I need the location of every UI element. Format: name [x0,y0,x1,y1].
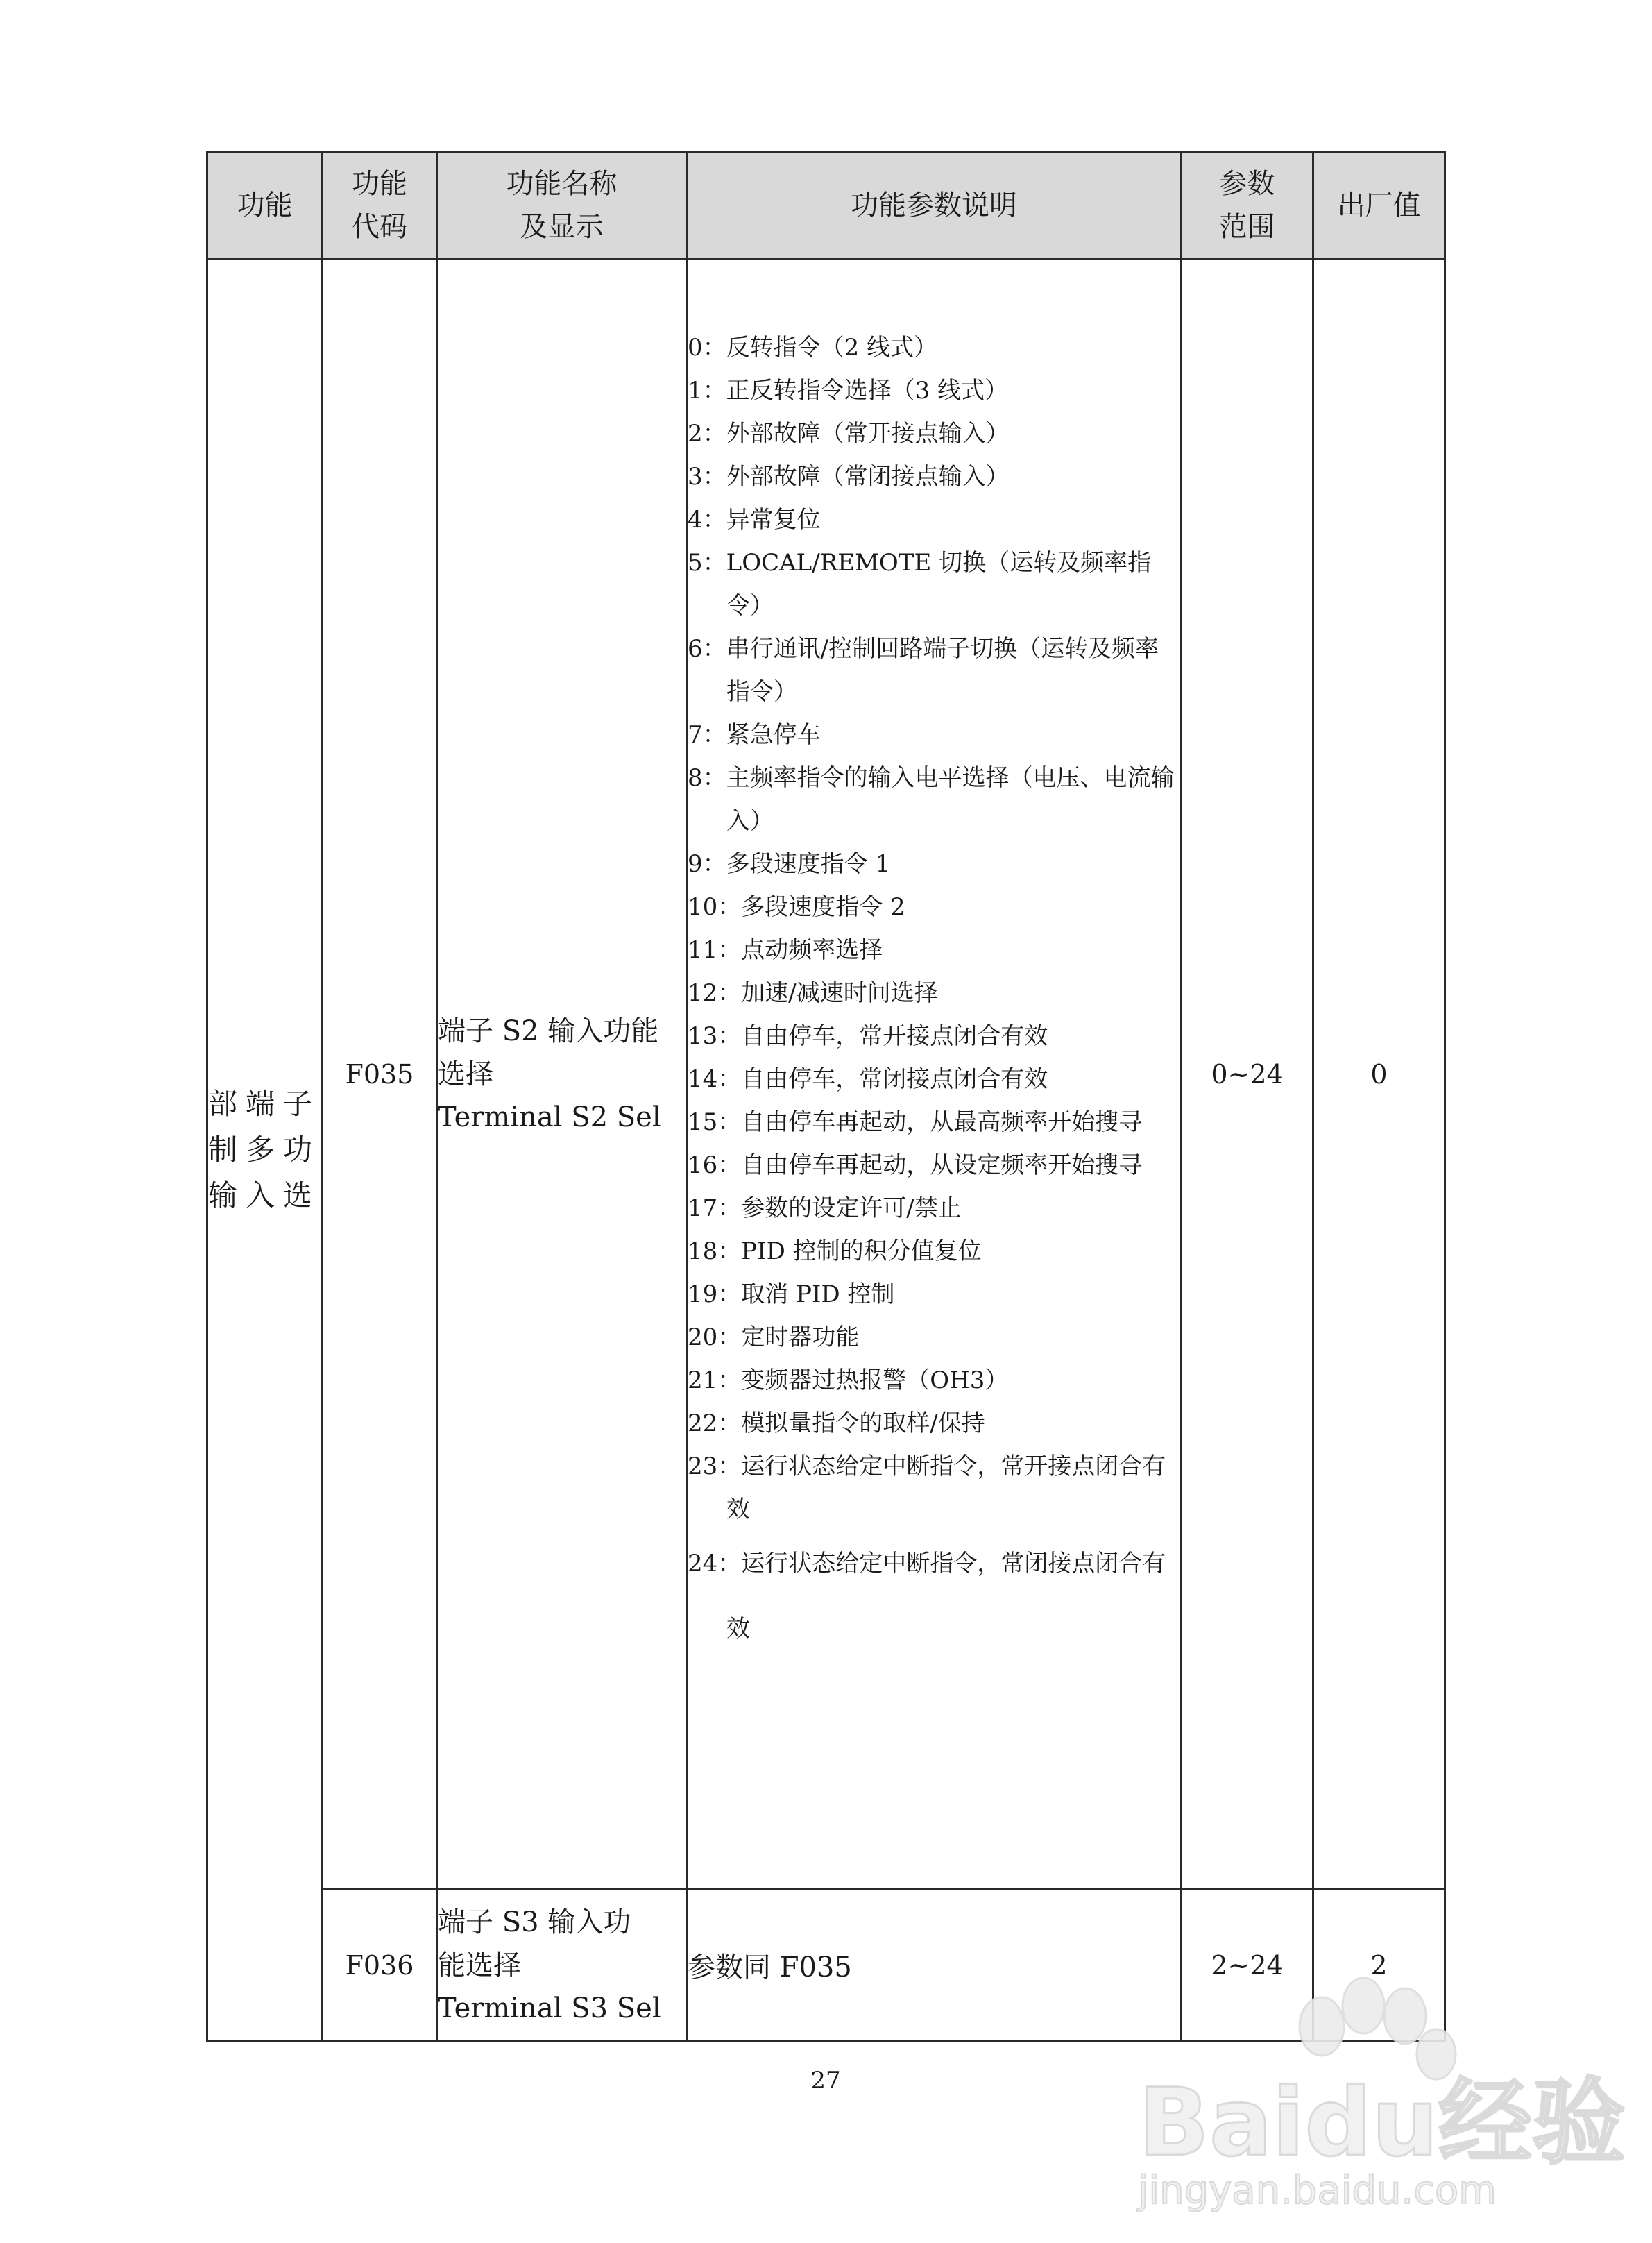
option-item: 13：自由停车，常开接点闭合有效 [688,1022,1048,1050]
option-item: 19：取消 PID 控制 [688,1280,895,1308]
option-item: 22：模拟量指令的取样/保持 [688,1410,985,1437]
option-item: 18：PID 控制的积分值复位 [688,1237,982,1265]
option-item: 21：变频器过热报警（OH3） [688,1366,1009,1394]
name-cell [437,260,687,1890]
name-cn: 端子 S3 输入功能选择 [438,1906,631,1981]
function-group-cell [207,260,323,2041]
option-item: 8：主频率指令的输入电平选择（电压、电流输入） [688,764,1175,835]
option-item: 23：运行状态给定中断指令，常开接点闭合有效 [688,1453,1166,1523]
option-item: 20：定时器功能 [688,1323,860,1351]
option-item: 6：串行通讯/控制回路端子切换（运转及频率指令） [688,635,1159,706]
baidu-jingyan-watermark-logo [1124,1978,1626,2214]
option-item: 10：多段速度指令 2 [688,893,905,921]
header-code: 功能 代码 [323,152,437,260]
option-item: 0：反转指令（2 线式） [688,334,938,362]
option-item: 2：外部故障（常开接点输入） [688,420,1010,448]
table-row-f035 [207,260,1445,1890]
header-default: 出厂值 [1313,152,1445,260]
code-cell: F036 [323,1890,437,2041]
option-item: 1：正反转指令选择（3 线式） [688,377,1009,405]
default-cell: 0 [1313,260,1445,1890]
header-function: 功能 [207,152,323,260]
code-cell: F035 [323,260,437,1890]
option-item: 15：自由停车再起动，从最高频率开始搜寻 [688,1108,1143,1136]
option-item: 11：点动频率选择 [688,936,883,964]
name-cn: 端子 S2 输入功能选择 [438,1015,659,1090]
option-item: 4：异常复位 [688,506,821,534]
header-name: 功能名称 及显示 [437,152,687,260]
name-en: Terminal S2 Sel [438,1101,661,1133]
watermark-url: jingyan.baidu.com [1138,2168,1497,2213]
range-cell: 2~24 [1182,1890,1313,2041]
option-item: 9：多段速度指令 1 [688,850,891,878]
option-item: 16：自由停车再起动，从设定频率开始搜寻 [688,1151,1143,1179]
description-cell: 参数同 F035 [687,1890,1182,2041]
function-group-text: 部端子 制多功 输入选 [208,1087,321,1212]
option-item: 3：外部故障（常闭接点输入） [688,463,1010,491]
option-item: 17：参数的设定许可/禁止 [688,1194,962,1222]
option-item: 7：紧急停车 [688,721,821,749]
name-en: Terminal S3 Sel [438,1992,661,2024]
option-item: 24：运行状态给定中断指令，常闭接点闭合有效 [688,1550,1166,1643]
parameter-table [206,151,1446,2042]
range-cell: 0~24 [1182,260,1313,1890]
page-number: 27 [810,2067,841,2094]
header-description: 功能参数说明 [687,152,1182,260]
description-cell [687,260,1182,1890]
option-item: 5：LOCAL/REMOTE 切换（运转及频率指令） [688,549,1152,620]
option-item: 12：加速/减速时间选择 [688,979,938,1007]
name-cell [437,1890,687,2041]
option-item: 14：自由停车，常闭接点闭合有效 [688,1065,1048,1093]
default-cell: 2 [1313,1890,1445,2041]
option-list [688,260,1180,1661]
header-range: 参数 范围 [1182,152,1313,260]
header-row [207,152,1445,260]
watermark-logo-text: Baidu经验 [1138,2068,1626,2177]
